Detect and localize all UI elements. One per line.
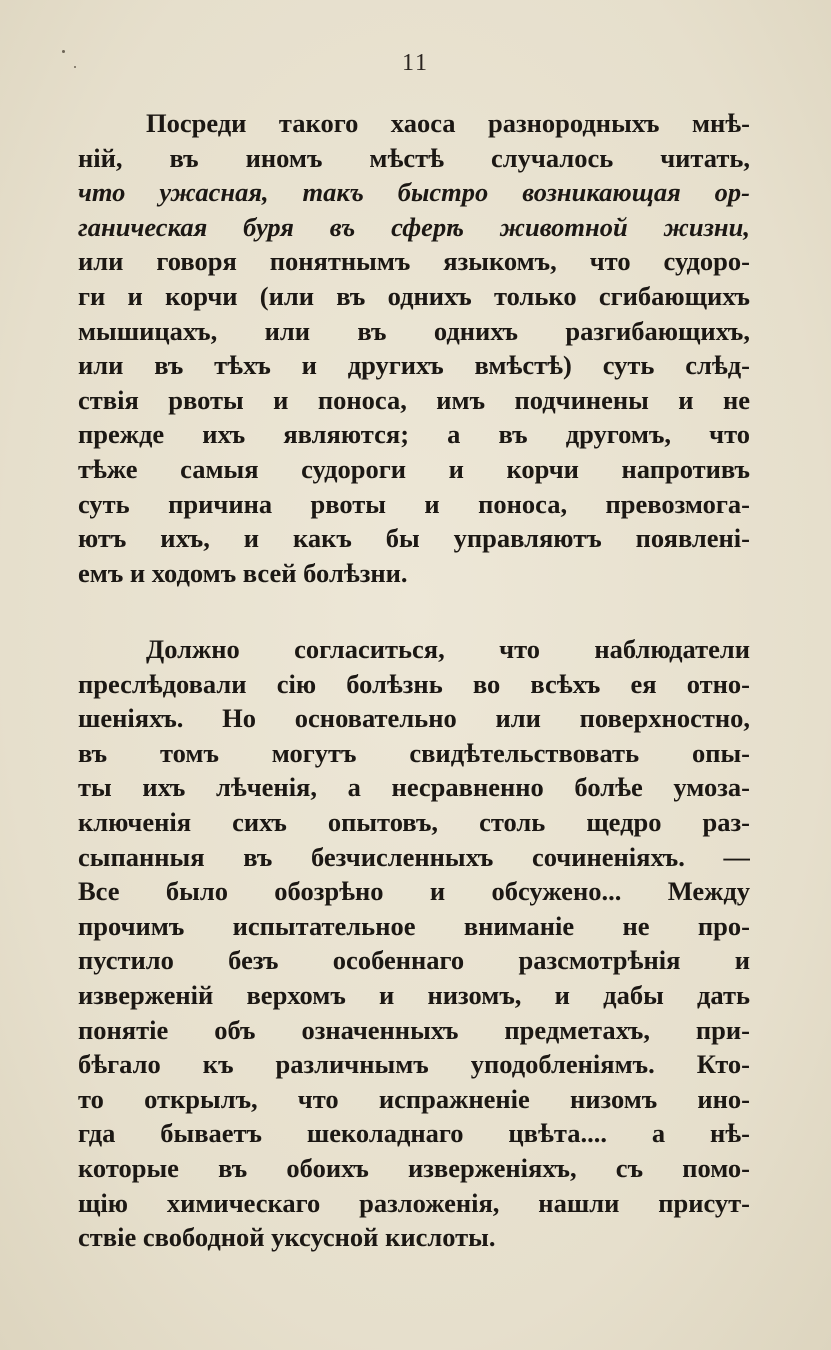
text-line: или въ тѣхъ и другихъ вмѣстѣ) суть слѣд- (78, 350, 750, 381)
text-line: мышицахъ, или въ однихъ разгибающихъ, (78, 315, 750, 346)
text-line: ключенія сихъ опытовъ, столь щедро раз- (78, 806, 750, 837)
page-number: 11 (401, 50, 430, 76)
text-line: прежде ихъ являются; а въ другомъ, что (78, 419, 750, 450)
text-line: шеніяхъ. Но основательно или поверхностно, (78, 703, 750, 734)
text-line: или говоря понятнымъ языкомъ, что судоро- (78, 246, 750, 277)
text-line: ги и корчи (или въ однихъ только сгибающихъ (78, 280, 750, 311)
text-line: изверженій верхомъ и низомъ, и дабы дать (78, 979, 750, 1010)
paragraph-2 (78, 632, 750, 1255)
text-line: тѣже самыя судороги и корчи напротивъ (78, 453, 750, 484)
text-line: ты ихъ лѣченія, а несравненно болѣе умоза- (78, 772, 750, 803)
text-line: Должно согласиться, что наблюдатели (146, 634, 750, 664)
text-line: гда бываетъ шеколаднаго цвѣта.... а нѣ- (78, 1118, 750, 1149)
text-line: ганическая буря въ сферѣ животной жизни, (78, 211, 750, 242)
text-line: понятіе объ означенныхъ предметахъ, при- (78, 1014, 750, 1045)
text-line: Посреди такого хаоса разнородныхъ мнѣ- (146, 108, 750, 138)
text-line: пустило безъ особеннаго разсмотрѣнія и (78, 945, 750, 976)
text-line: бѣгало къ различнымъ уподобленіямъ. Кто- (78, 1049, 750, 1080)
text-line: которые въ обоихъ изверженіяхъ, съ помо- (78, 1152, 750, 1183)
text-line: ствія рвоты и поноса, имъ подчинены и не (78, 384, 750, 415)
text-line: прочимъ испытательное вниманіе не про- (78, 910, 750, 941)
text-line: сыпанныя въ безчисленныхъ сочиненіяхъ. — (78, 841, 750, 872)
text-line: щію химическаго разложенія, нашли присут- (78, 1187, 750, 1218)
text-line: что ужасная, такъ быстро возникающая ор- (78, 177, 750, 208)
text-line: емъ и ходомъ всей болѣзни. (78, 557, 408, 588)
paragraph-1 (78, 106, 750, 590)
text-line: Все было обозрѣно и обсужено... Между (78, 876, 750, 907)
text-line: суть причина рвоты и поноса, превозмога- (78, 488, 750, 519)
text-line: преслѣдовали сію болѣзнь во всѣхъ ея отно- (78, 668, 750, 699)
text-line: ютъ ихъ, и какъ бы управляютъ появлені- (78, 523, 750, 554)
text-line: ствіе свободной уксусной кислоты. (78, 1222, 496, 1253)
text-line: въ томъ могутъ свидѣтельствовать опы- (78, 737, 750, 768)
text-line: ній, въ иномъ мѣстѣ случалось читать, (78, 142, 750, 173)
text-line: то открылъ, что испражненіе низомъ ино- (78, 1083, 750, 1114)
